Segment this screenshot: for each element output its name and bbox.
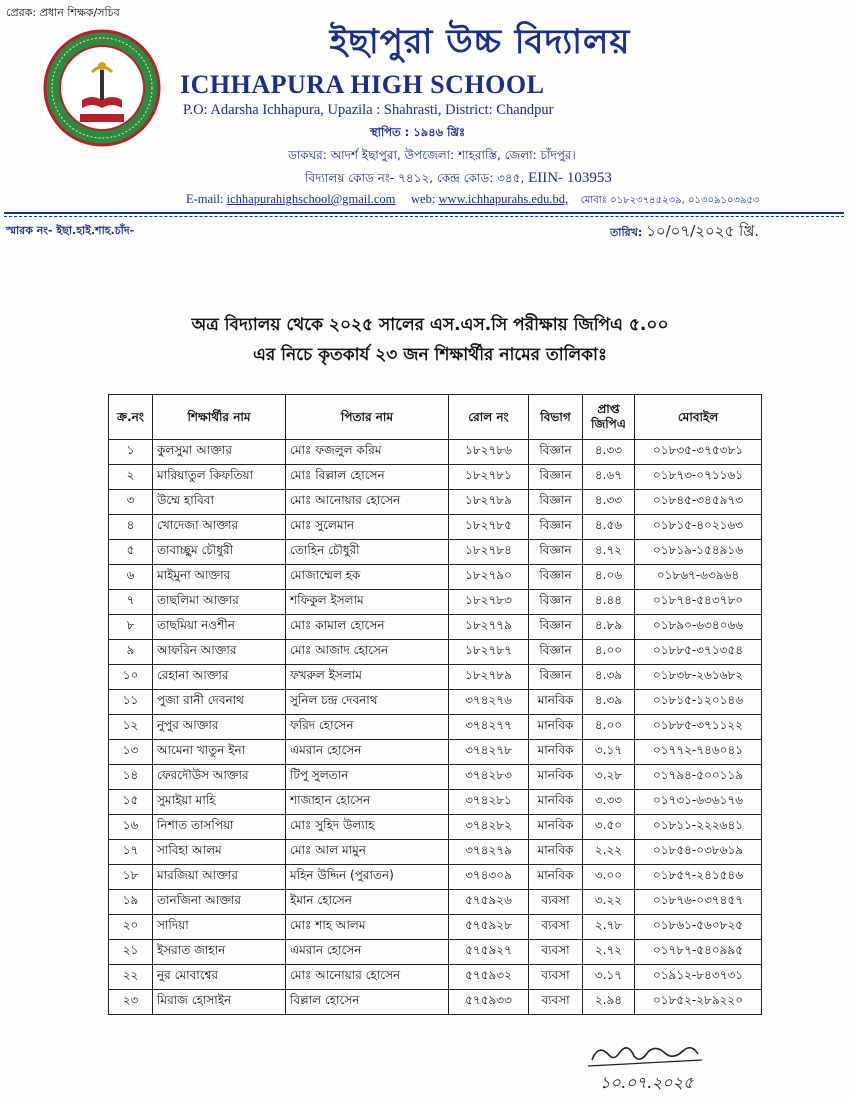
cell-student-name: মিরাজ হোসাইন (153, 990, 286, 1015)
cell-father-name: মোঃ সুহিদ উল্যাহ (286, 815, 449, 840)
web-link[interactable]: www.ichhapurahs.edu.bd, (438, 192, 569, 206)
cell-roll: ৫৭৫৯৩২ (449, 965, 529, 990)
mobile-numbers: মোবাঃ ০১৮২৩৭৪৫২৩৯, ০১৩০৯১০৩৯৫৩ (580, 195, 760, 206)
table-row (109, 515, 762, 540)
cell-group: মানবিক (529, 815, 583, 840)
cell-mobile: ০১৮১৯-১৫৪৯১৬ (635, 540, 762, 565)
cell-gpa: ৩.৩৩ (583, 790, 635, 815)
cell-roll: ১৮২৭৮৭ (449, 640, 529, 665)
cell-serial: ২ (109, 465, 153, 490)
cell-roll: ১৮২৭৯০ (449, 565, 529, 590)
cell-father-name: শাজাহান হোসেন (286, 790, 449, 815)
cell-gpa: ৪.৫৬ (583, 515, 635, 540)
results-table (108, 394, 762, 1015)
table-row (109, 940, 762, 965)
table-row (109, 790, 762, 815)
cell-roll: ১৮২৭৮৩ (449, 590, 529, 615)
cell-father-name: শফিকুল ইসলাম (286, 590, 449, 615)
cell-gpa: ৪.৬৭ (583, 465, 635, 490)
cell-father-name: মোঃ আল মামুন (286, 840, 449, 865)
cell-serial: ২০ (109, 915, 153, 940)
cell-serial: ১৪ (109, 765, 153, 790)
cell-serial: ২১ (109, 940, 153, 965)
cell-group: মানবিক (529, 715, 583, 740)
cell-gpa: ৪.৮৯ (583, 615, 635, 640)
table-row (109, 490, 762, 515)
table-row (109, 440, 762, 465)
school-logo (42, 28, 162, 148)
cell-roll: ৩৭৪২৮৩ (449, 765, 529, 790)
cell-roll: ১৮২৭৭৯ (449, 615, 529, 640)
cell-student-name: সাবিহা আলম (153, 840, 286, 865)
table-row (109, 715, 762, 740)
cell-student-name: কুলসুমা আক্তার (153, 440, 286, 465)
cell-father-name: মোঃ শাহ আলম (286, 915, 449, 940)
cell-gpa: ৪.৭২ (583, 540, 635, 565)
cell-student-name: নুর মোবাশ্বের (153, 965, 286, 990)
cell-father-name: মোঃ আজাদ হোসেন (286, 640, 449, 665)
cell-gpa: ৩.২৮ (583, 765, 635, 790)
school-codes (305, 170, 612, 190)
cell-serial: ১৩ (109, 740, 153, 765)
cell-student-name: মারজিয়া আক্তার (153, 865, 286, 890)
cell-group: ব্যবসা (529, 990, 583, 1015)
cell-gpa: ৩.১৭ (583, 965, 635, 990)
cell-serial: ১৭ (109, 840, 153, 865)
cell-mobile: ০১৮১৫-৪০২১৬৩ (635, 515, 762, 540)
table-row (109, 690, 762, 715)
cell-father-name: এমরান হোসেন (286, 940, 449, 965)
date-label: তারিখ: (610, 226, 643, 239)
cell-father-name: মোঃ সুলেমান (286, 515, 449, 540)
table-row (109, 915, 762, 940)
cell-roll: ৩৭৪২৭৭ (449, 715, 529, 740)
cell-student-name: পুজা রানী দেবনাথ (153, 690, 286, 715)
cell-group: বিজ্ঞান (529, 440, 583, 465)
cell-roll: ১৮২৭৮৯ (449, 665, 529, 690)
cell-gpa: ২.৭২ (583, 940, 635, 965)
cell-group: ব্যবসা (529, 965, 583, 990)
school-name-english: ICHHAPURA HIGH SCHOOL (180, 70, 545, 99)
cell-father-name: মোঃ আনোয়ার হোসেন (286, 490, 449, 515)
cell-group: বিজ্ঞান (529, 615, 583, 640)
cell-roll: ৫৭৫৯২৭ (449, 940, 529, 965)
cell-mobile: ০১৮১১-২২২৬৪১ (635, 815, 762, 840)
cell-student-name: তাছলিমা আক্তার (153, 590, 286, 615)
table-row (109, 840, 762, 865)
cell-serial: ৮ (109, 615, 153, 640)
cell-gpa: ৪.৩৯ (583, 665, 635, 690)
cell-roll: ১৮২৭৮৬ (449, 440, 529, 465)
cell-group: বিজ্ঞান (529, 640, 583, 665)
table-row (109, 990, 762, 1015)
cell-gpa: ৪.০০ (583, 715, 635, 740)
cell-group: মানবিক (529, 740, 583, 765)
headmaster-signature (584, 1036, 754, 1098)
date-value: ১০/০৭/২০২৫ খ্রি. (646, 222, 760, 240)
address-english: P.O: Adarsha Ichhapura, Upazila : Shahrasti, District: Chandpur (183, 102, 554, 118)
table-row (109, 865, 762, 890)
table-header-row (109, 395, 762, 440)
col-group: বিভাগ (529, 395, 583, 440)
cell-gpa: ৩.১৭ (583, 740, 635, 765)
table-row (109, 540, 762, 565)
cell-serial: ১২ (109, 715, 153, 740)
cell-mobile: ০১৮৫২-২৮৯২২০ (635, 990, 762, 1015)
cell-father-name: ইমান হোসেন (286, 890, 449, 915)
table-row (109, 565, 762, 590)
email-link[interactable]: ichhapurahighschool@gmail.com (226, 192, 396, 206)
established-year: স্থাপিত : ১৯৪৬ খ্রিঃ (370, 125, 466, 139)
table-row (109, 965, 762, 990)
cell-group: ব্যবসা (529, 915, 583, 940)
cell-mobile: ০১৭৯৪-৫০০১১৯ (635, 765, 762, 790)
cell-roll: ৩৭৪২৮১ (449, 790, 529, 815)
cell-group: মানবিক (529, 840, 583, 865)
cell-mobile: ০১৭৮৭-৫৪০৯৯৫ (635, 940, 762, 965)
cell-group: বিজ্ঞান (529, 490, 583, 515)
cell-student-name: নিশাত তাসপিয়া (153, 815, 286, 840)
email-label: E-mail: (186, 192, 224, 206)
cell-mobile: ০১৭৭২-৭৪৬০৪১ (635, 740, 762, 765)
table-row (109, 740, 762, 765)
cell-serial: ৯ (109, 640, 153, 665)
cell-serial: ২২ (109, 965, 153, 990)
cell-roll: ৩৭৪২৭৬ (449, 690, 529, 715)
cell-roll: ৫৭৫৯২৬ (449, 890, 529, 915)
table-row (109, 890, 762, 915)
cell-serial: ৫ (109, 540, 153, 565)
col-father-name: পিতার নাম (286, 395, 449, 440)
cell-student-name: মাইমুনা আক্তার (153, 565, 286, 590)
cell-father-name: ফরিদ হোসেন (286, 715, 449, 740)
table-row (109, 765, 762, 790)
cell-student-name: তাছমিয়া নওশীন (153, 615, 286, 640)
cell-group: বিজ্ঞান (529, 590, 583, 615)
cell-father-name: তোহিন চৌধুরী (286, 540, 449, 565)
cell-group: মানবিক (529, 865, 583, 890)
cell-group: বিজ্ঞান (529, 540, 583, 565)
table-row (109, 640, 762, 665)
cell-mobile: ০১৮১৫-১২০১৪৬ (635, 690, 762, 715)
cell-mobile: ০১৮৪৫-৩৪৫৯৭৩ (635, 490, 762, 515)
cell-gpa: ৩.২২ (583, 890, 635, 915)
cell-father-name: সুনিল চন্দ্র দেবনাথ (286, 690, 449, 715)
cell-serial: ১৫ (109, 790, 153, 815)
col-mobile: মোবাইল (635, 395, 762, 440)
cell-roll: ৫৭৫৯৩৩ (449, 990, 529, 1015)
col-serial: ক্র.নং (109, 395, 153, 440)
date-line (610, 220, 759, 245)
cell-roll: ৫৭৫৯২৮ (449, 915, 529, 940)
cell-student-name: তানজিনা আক্তার (153, 890, 286, 915)
cell-gpa: ৩.০০ (583, 865, 635, 890)
cell-group: বিজ্ঞান (529, 515, 583, 540)
cell-gpa: ২.৭৮ (583, 915, 635, 940)
cell-mobile: ০১৮৩৮-২৬১৬৮২ (635, 665, 762, 690)
cell-student-name: ফেরদৌউস আক্তার (153, 765, 286, 790)
cell-mobile: ০১৮৫৭-২৪১৫৪৬ (635, 865, 762, 890)
cell-roll: ১৮২৭৮৪ (449, 540, 529, 565)
cell-roll: ১৮২৭৮৯ (449, 490, 529, 515)
cell-roll: ৩৭৪২৭৮ (449, 740, 529, 765)
cell-student-name: রেহানা আক্তার (153, 665, 286, 690)
table-row (109, 815, 762, 840)
list-heading (100, 310, 760, 370)
cell-mobile: ০১৮৯০-৬৩৪০৬৬ (635, 615, 762, 640)
cell-student-name: খোদেজা আক্তার (153, 515, 286, 540)
cell-student-name: ইসরাত জাহান (153, 940, 286, 965)
header-divider (4, 212, 844, 214)
cell-gpa: ৩.৫০ (583, 815, 635, 840)
cell-gpa: ৪.৩৩ (583, 490, 635, 515)
col-roll: রোল নং (449, 395, 529, 440)
cell-roll: ১৮২৭৮১ (449, 465, 529, 490)
cell-group: বিজ্ঞান (529, 465, 583, 490)
cell-father-name: মোঃ আনোয়ার হোসেন (286, 965, 449, 990)
header-divider-dashed (4, 216, 844, 217)
cell-father-name: মোঃ কামাল হোসেন (286, 615, 449, 640)
cell-father-name: ফখরুল ইসলাম (286, 665, 449, 690)
cell-gpa: ৪.৩৯ (583, 690, 635, 715)
cell-student-name: আমেনা খাতুন ইনা (153, 740, 286, 765)
codes-bangla: বিদ্যালয় কোড নং- ৭৪১২, কেন্দ্র কোড: ৩৪৫, (305, 171, 525, 185)
cell-mobile: ০১৮৭৬-০৩৭৪৫৭ (635, 890, 762, 915)
cell-group: বিজ্ঞান (529, 565, 583, 590)
cell-mobile: ০১৮৬১-৫৬০৮২৫ (635, 915, 762, 940)
cell-mobile: ০১৮৭৩-০৭১১৬১ (635, 465, 762, 490)
signature-date: ১০.০৭.২০২৫ (600, 1073, 694, 1092)
cell-gpa: ৪.০৬ (583, 565, 635, 590)
cell-student-name: সুমাইয়া মাহি (153, 790, 286, 815)
table-row (109, 615, 762, 640)
cell-group: মানবিক (529, 790, 583, 815)
cell-father-name: টিপু সুলতান (286, 765, 449, 790)
cell-group: বিজ্ঞান (529, 665, 583, 690)
col-gpa: প্রাপ্ত জিপিএ (583, 395, 635, 440)
cell-mobile: ০১৮৮৫-৩৭১১২২ (635, 715, 762, 740)
school-name-bangla: ইছাপুরা উচ্চ বিদ্যালয় (329, 22, 631, 62)
cell-student-name: সাদিয়া (153, 915, 286, 940)
cell-serial: ১৮ (109, 865, 153, 890)
cell-group: মানবিক (529, 765, 583, 790)
cell-mobile: ০১৮৬৭-৬৩৯৬৪ (635, 565, 762, 590)
cell-serial: ১০ (109, 665, 153, 690)
cell-gpa: ২.২২ (583, 840, 635, 865)
table-row (109, 665, 762, 690)
table-row (109, 590, 762, 615)
cell-serial: ৪ (109, 515, 153, 540)
cell-roll: ১৮২৭৮৫ (449, 515, 529, 540)
cell-father-name: মোঃ ফজলুল করিম (286, 440, 449, 465)
table-row (109, 465, 762, 490)
cell-gpa: ২.৯৪ (583, 990, 635, 1015)
web-label: web: (411, 192, 436, 206)
cell-gpa: ৪.৪৪ (583, 590, 635, 615)
cell-roll: ৩৭৪২৮২ (449, 815, 529, 840)
cell-serial: ১৯ (109, 890, 153, 915)
cell-serial: ১১ (109, 690, 153, 715)
cell-mobile: ০১৮৫৪-০৩৮৬১৯ (635, 840, 762, 865)
cell-mobile: ০১৯১২-৮৪৩৭৩১ (635, 965, 762, 990)
cell-student-name: নুপুর আক্তার (153, 715, 286, 740)
cell-serial: ১৬ (109, 815, 153, 840)
cell-father-name: মোঃ বিল্লাল হোসেন (286, 465, 449, 490)
cell-group: মানবিক (529, 690, 583, 715)
cell-roll: ৩৭৪২৭৯ (449, 840, 529, 865)
cell-student-name: আফরিন আক্তার (153, 640, 286, 665)
cell-group: ব্যবসা (529, 890, 583, 915)
cell-mobile: ০১৮৩৫-৩৭৫৩৮১ (635, 440, 762, 465)
cell-father-name: মোজাম্মেল হক (286, 565, 449, 590)
col-student-name: শিক্ষার্থীর নাম (153, 395, 286, 440)
cell-student-name: উম্মে হাবিবা (153, 490, 286, 515)
cell-serial: ৬ (109, 565, 153, 590)
cell-mobile: ০১৮৭৪-৫৪৩৭৮০ (635, 590, 762, 615)
cell-serial: ৭ (109, 590, 153, 615)
sender-line: প্রেরক: প্রধান শিক্ষক/সচিব (6, 6, 120, 19)
heading-line-1: অত্র বিদ্যালয় থেকে ২০২৫ সালের এস.এস.সি পরীক্ষায় জিপিএ ৫.০০ (191, 315, 669, 335)
cell-serial: ২৩ (109, 990, 153, 1015)
cell-serial: ১ (109, 440, 153, 465)
cell-mobile: ০১৮৮৫-৩৭১৩৫৪ (635, 640, 762, 665)
contact-line (186, 192, 759, 210)
memo-number: স্মারক নং- ইছা.হাই.শাহ.চাঁদ- (6, 224, 135, 237)
heading-line-2: এর নিচে কৃতকার্য ২৩ জন শিক্ষার্থীর নামের তালিকাঃ (252, 345, 608, 365)
cell-gpa: ৪.৩৩ (583, 440, 635, 465)
cell-group: ব্যবসা (529, 940, 583, 965)
cell-father-name: বিল্লাল হোসেন (286, 990, 449, 1015)
cell-father-name: এমরান হোসেন (286, 740, 449, 765)
cell-gpa: ৪.০০ (583, 640, 635, 665)
address-bangla: ডাকঘর: আদর্শ ইছাপুরা, উপজেলা: শাহরাস্তি, জেলা: চাঁদপুর। (288, 148, 576, 162)
cell-student-name: মারিয়াতুল কিফতিয়া (153, 465, 286, 490)
cell-student-name: তাবাচ্ছুম চৌধুরী (153, 540, 286, 565)
cell-mobile: ০১৭৩১-৬৩৬১৭৬ (635, 790, 762, 815)
eiin-number: EIIN- 103953 (528, 170, 612, 186)
cell-serial: ৩ (109, 490, 153, 515)
cell-father-name: মহিন উদ্দিন (পুরাতন) (286, 865, 449, 890)
cell-roll: ৩৭৪৩০৯ (449, 865, 529, 890)
